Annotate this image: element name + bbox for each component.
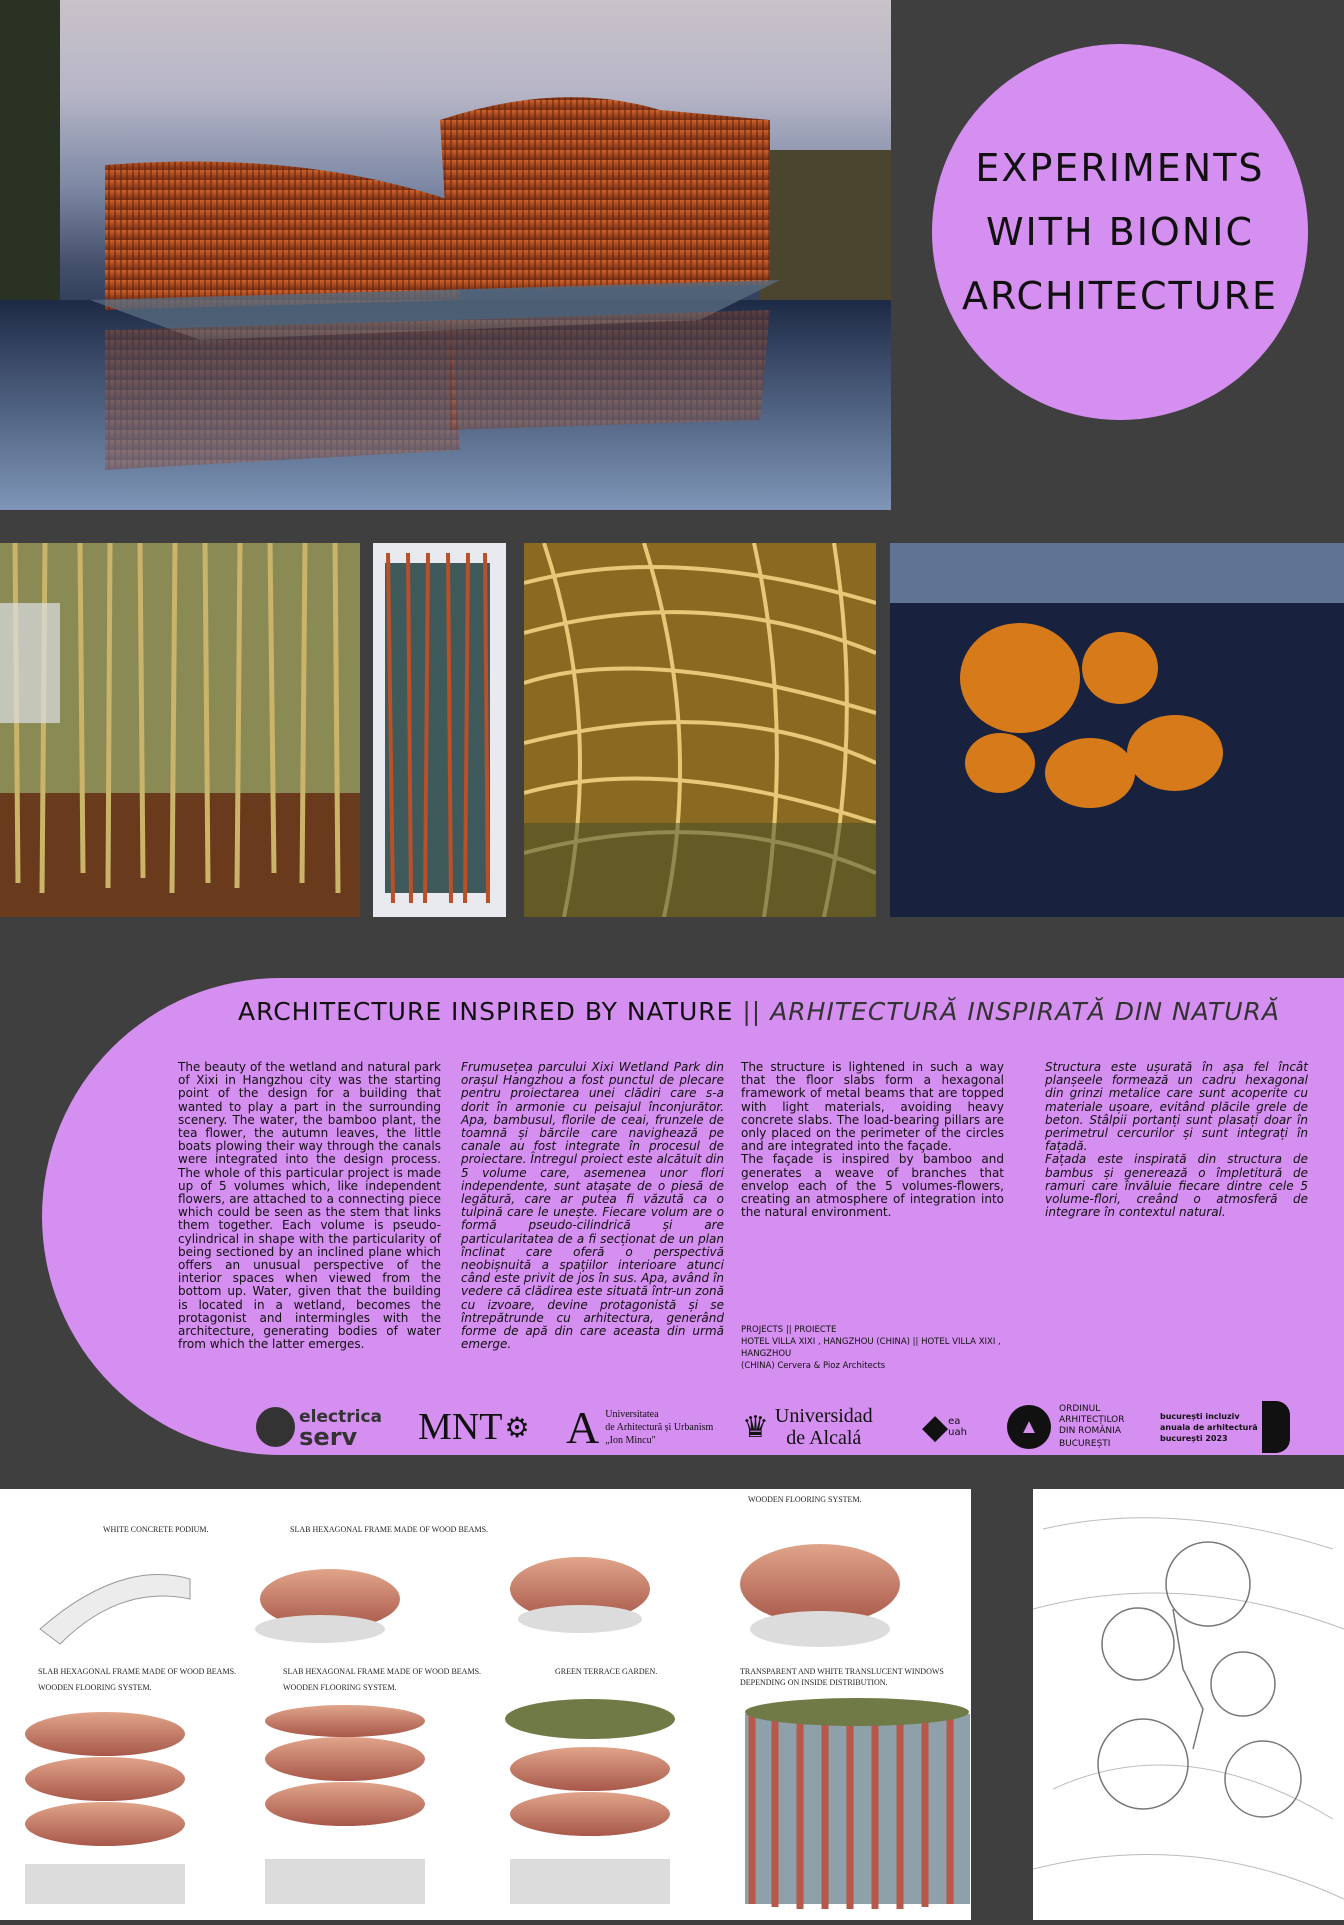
diagram-label: WHITE CONCRETE PODIUM. [103, 1525, 209, 1534]
title-line-3: ARCHITECTURE [961, 274, 1278, 318]
poster-title-circle [932, 44, 1308, 420]
oar-logo [1007, 1398, 1137, 1456]
eauah-logo [922, 1398, 982, 1456]
text-column-ro-1: Frumusețea parcului Xixi Wetland Park din orașul Hangzhou a fost punctul de plecare pentru proiectarea unei clădiri care s-a dorit în armonie cu peisajul înconjurător. Apa, bambusul, florile de ceai, frunzele de toamnă și bărcile care navighează pe canale au fost integrate în procesul de proiectare. Întregul proiect este alcătuit din 5 volume care, asemenea unor flori independente, sunt atașate de o piesă de legătură, care ar putea fi văzută ca o tulpină care le unește. Fiecare volum are o formă pseudo-cilindrică și are particularitatea de a fi secționat de un plan înclinat care oferă o perspectivă neobișnuită a spațiilor interioare atunci când este privit de jos în sus. Apa, având în vedere că clădirea este situată într-un zonă cu izvoare, devine protagonistă și se întrepătrunde cu arhitectura, generând forme de apă din care aceasta din urmă emerge. [461, 1060, 724, 1352]
section-title [238, 997, 1308, 1026]
electrica-text: electrica [299, 1407, 382, 1427]
eauah-line-2: uah [948, 1427, 967, 1438]
serv-text: serv [299, 1423, 358, 1451]
text-paragraph: Structura este ușurată în așa fel încât planșeele formează un cadru hexagonal din grinzi metalice care sunt acoperite cu materiale ușoare, evitând plăcile grele de beton. Stâlpii portanți sunt plasați doar în perimetrul cercurilor și sunt integrați în fațadă. [1045, 1060, 1308, 1154]
poster-title [962, 136, 1278, 328]
text-paragraph: The façade is inspired by bamboo and generates a weave of branches that envelop each of the 5 volumes-flowers, creating an atmosphere of integration into the natural environment. [741, 1152, 1004, 1220]
uauim-a-icon: A [566, 1401, 600, 1453]
uauim-line-1: Universitatea [605, 1408, 659, 1420]
bb-line-3: bucurești 2023 [1160, 1433, 1228, 1443]
text-column-en-2 [741, 1061, 1004, 1219]
gear-icon: ⚙ [504, 1411, 530, 1443]
section-title-en: ARCHITECTURE INSPIRED BY NATURE [238, 997, 734, 1026]
bb-mark-icon [1262, 1398, 1292, 1456]
uauim-line-3: „Ion Mincu" [605, 1434, 656, 1446]
bucuresti-incluziv-logo [1160, 1398, 1260, 1456]
night-aerial-photo [890, 543, 1344, 917]
alcala-line-1: Universidad [774, 1405, 873, 1427]
facade-model-photo [373, 543, 506, 917]
oar-line-2: ARHITECȚILOR [1059, 1415, 1125, 1425]
site-plan-drawing [1033, 1489, 1344, 1920]
section-title-separator: || [742, 997, 762, 1026]
bb-line-2: anuala de arhitectură [1160, 1422, 1258, 1432]
projects-line-2: (CHINA) Cervera & Pioz Architects [741, 1361, 886, 1371]
projects-label: PROJECTS || PROIECTE [741, 1325, 837, 1335]
diagram-label: SLAB HEXAGONAL FRAME MADE OF WOOD BEAMS. [290, 1525, 489, 1534]
diagram-label: WOODEN FLOORING SYSTEM. [38, 1683, 152, 1692]
text-column-en-1: The beauty of the wetland and natural park of Xixi in Hangzhou city was the starting point of the design for a building that wanted to play a part in the surrounding scenery. The water, the bamboo plant, the tea flower, the autumn leaves, the little boats plowing their way through the canals were integrated into the design process. The whole of this particular project is made up of 5 volumes which, like independent flowers, are attached to a connecting piece which could be seen as the stem that links them together. Each volume is pseudo-cylindrical in shape with the particularity of being sectioned by an inclined plane which offers an unusual perspective of the interior spaces when viewed from the bottom up. Water, given that the building is located in a wetland, becomes the protagonist and intermingles with the architecture, generating bodies of water from which the latter emerges. [178, 1060, 441, 1352]
diagram-label: SLAB HEXAGONAL FRAME MADE OF WOOD BEAMS. [38, 1667, 237, 1676]
oar-mark-icon: ▲ [1007, 1405, 1051, 1449]
diagram-label: WOODEN FLOORING SYSTEM. [283, 1683, 397, 1692]
diagram-label: DEPENDING ON INSIDE DISTRIBUTION. [740, 1678, 888, 1687]
oar-line-1: ORDINUL [1059, 1404, 1101, 1414]
uauim-line-2: de Arhitectură și Urbanism [605, 1421, 714, 1433]
electricaserv-mark-icon [256, 1407, 295, 1447]
mnt-text: MNT [418, 1406, 503, 1448]
diagram-label: TRANSPARENT AND WHITE TRANSLUCENT WINDOWS [740, 1667, 944, 1676]
projects-credit [741, 1324, 1031, 1372]
oar-line-3: DIN ROMÂNIA [1059, 1426, 1121, 1436]
oar-line-4: BUCUREȘTI [1059, 1439, 1111, 1449]
text-paragraph: Fațada este inspirată din structura de bambus și generează o împletitură de ramuri care învăluie fiecare dintre cele 5 volume-flori, creând o atmosferă de integrare în contextul natural. [1045, 1152, 1308, 1220]
text-paragraph: The structure is lightened in such a way that the floor slabs form a hexagonal framework of metal beams that are topped with light materials, avoiding heavy concrete slabs. The load-bearing pillars are only placed on the perimeter of the circles and are integrated into the façade. [741, 1060, 1004, 1154]
alcala-logo [742, 1398, 892, 1456]
eauah-mark-icon: ◆ [922, 1408, 949, 1446]
title-line-2: WITH BIONIC [985, 210, 1254, 254]
bb-line-1: bucurești incluziv [1160, 1411, 1240, 1421]
electricaserv-logo [256, 1398, 382, 1456]
diagram-label: SLAB HEXAGONAL FRAME MADE OF WOOD BEAMS. [283, 1667, 482, 1676]
diagram-label: GREEN TERRACE GARDEN. [555, 1667, 658, 1676]
bamboo-forest-photo [0, 543, 360, 917]
structure-diagrams-panel [0, 1489, 971, 1920]
diagram-label: WOODEN FLOORING SYSTEM. [748, 1495, 862, 1504]
woven-fibres-photo [524, 543, 876, 917]
mnt-logo [418, 1398, 538, 1456]
text-column-ro-2 [1045, 1061, 1308, 1219]
alcala-crest-icon: ♛ [742, 1410, 769, 1444]
eauah-line-1: ea [948, 1416, 961, 1427]
section-title-ro: ARHITECTURĂ INSPIRATĂ DIN NATURĂ [770, 997, 1281, 1026]
uauim-logo [566, 1398, 728, 1456]
hero-render-image [0, 0, 891, 510]
projects-line-1: HOTEL VILLA XIXI , HANGZHOU (CHINA) || HOTEL VILLA XIXI , HANGZHOU [741, 1337, 1001, 1359]
alcala-line-2: de Alcalá [786, 1427, 862, 1449]
title-line-1: EXPERIMENTS [975, 146, 1265, 190]
